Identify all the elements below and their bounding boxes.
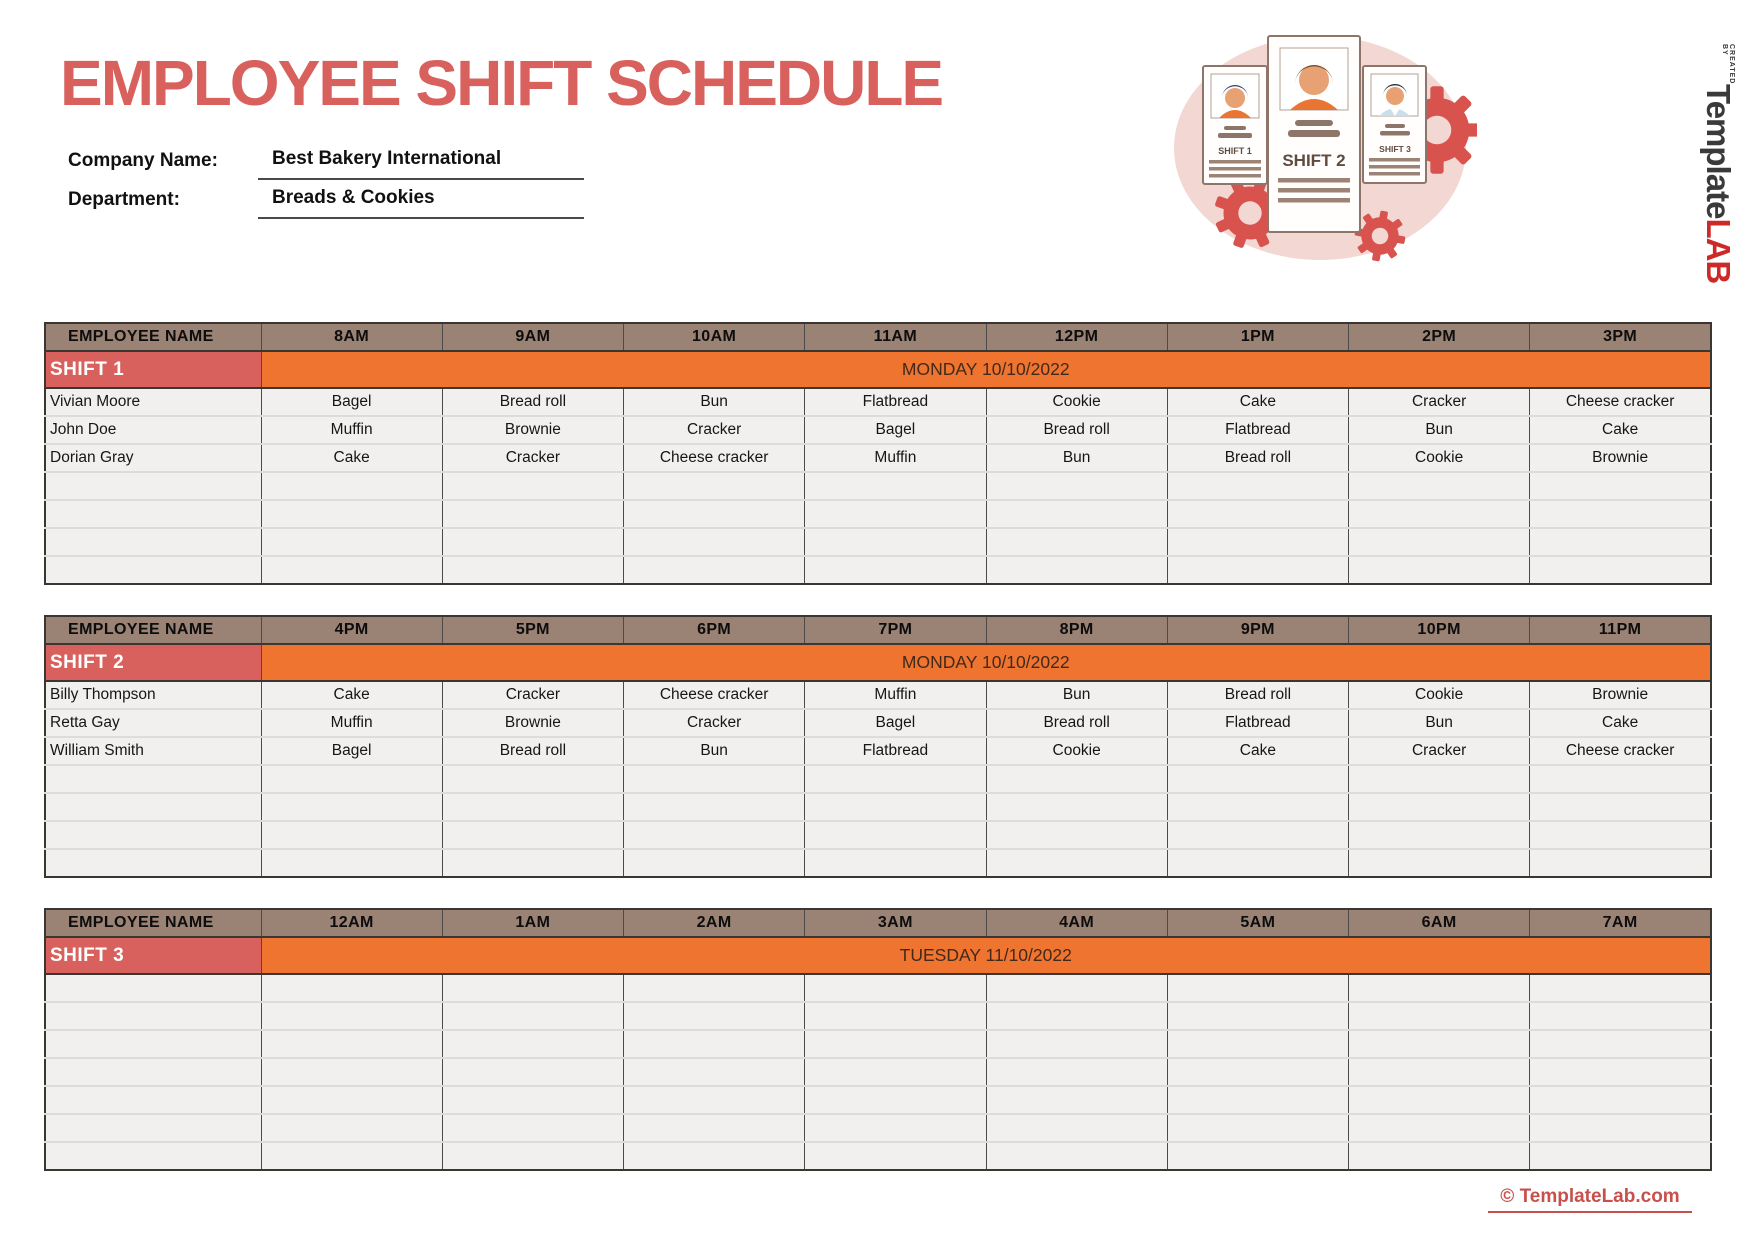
schedule-cell xyxy=(261,1030,442,1058)
employee-name-cell xyxy=(45,793,261,821)
employee-name-cell: Vivian Moore xyxy=(50,393,141,410)
time-column-header: 6PM xyxy=(624,616,805,644)
shift-banner-row xyxy=(45,937,1711,974)
schedule-cell xyxy=(261,1086,442,1114)
employee-name-cell xyxy=(45,765,261,793)
time-column-header: 9AM xyxy=(442,323,623,351)
empty-schedule-row xyxy=(45,974,1711,1002)
schedule-cell xyxy=(624,1058,805,1086)
schedule-cell xyxy=(624,974,805,1002)
schedule-cell: Cheese cracker xyxy=(624,681,805,709)
schedule-cell: Cookie xyxy=(1349,681,1530,709)
employee-name-cell xyxy=(45,1030,261,1058)
schedule-cell xyxy=(986,1142,1167,1170)
schedule-cell: Cheese cracker xyxy=(1530,737,1711,765)
schedule-cell xyxy=(442,1114,623,1142)
shift-cards-illustration xyxy=(1172,26,1477,268)
schedule-cell xyxy=(624,821,805,849)
schedule-cell xyxy=(986,1002,1167,1030)
schedule-cell: Cracker xyxy=(442,681,623,709)
schedule-cell: Cake xyxy=(261,444,442,472)
schedule-cell xyxy=(1349,821,1530,849)
employee-name-cell xyxy=(45,1058,261,1086)
schedule-cell xyxy=(1167,821,1348,849)
schedule-cell: Muffin xyxy=(805,681,986,709)
shift-label-cell: SHIFT 3 xyxy=(45,937,261,974)
time-column-header: 9PM xyxy=(1167,616,1348,644)
schedule-cell: Muffin xyxy=(261,416,442,444)
employee-name-cell xyxy=(45,528,261,556)
schedule-cell xyxy=(624,1030,805,1058)
schedule-cell: Cheese cracker xyxy=(624,444,805,472)
shift-3-schedule-table xyxy=(44,908,1712,1171)
schedule-cell xyxy=(261,1114,442,1142)
employee-name-cell: Billy Thompson xyxy=(50,686,156,703)
schedule-cell: Bread roll xyxy=(442,737,623,765)
time-column-header: 7PM xyxy=(805,616,986,644)
time-column-header: 12AM xyxy=(261,909,442,937)
shift-2-schedule-table xyxy=(44,615,1712,878)
schedule-cell xyxy=(442,974,623,1002)
schedule-cell xyxy=(1167,1002,1348,1030)
logo-lab-text: LAB xyxy=(1700,218,1737,284)
department-value: Breads & Cookies xyxy=(258,187,584,219)
schedule-row xyxy=(45,737,1711,765)
schedule-cell xyxy=(624,1142,805,1170)
time-column-header: 5AM xyxy=(1167,909,1348,937)
time-column-header: 2PM xyxy=(1349,323,1530,351)
schedule-cell xyxy=(805,500,986,528)
schedule-cell xyxy=(624,528,805,556)
schedule-cell xyxy=(261,556,442,584)
logo-template-text: Template xyxy=(1700,84,1737,219)
schedule-cell xyxy=(442,1058,623,1086)
schedule-cell xyxy=(1349,765,1530,793)
schedule-cell xyxy=(986,528,1167,556)
empty-schedule-row xyxy=(45,556,1711,584)
schedule-row xyxy=(45,709,1711,737)
empty-schedule-row xyxy=(45,821,1711,849)
schedule-cell xyxy=(805,1142,986,1170)
schedule-cell xyxy=(1530,1142,1711,1170)
schedule-cell: Bun xyxy=(1349,709,1530,737)
schedule-cell xyxy=(442,849,623,877)
employee-name-cell xyxy=(45,1002,261,1030)
schedule-cell xyxy=(1349,793,1530,821)
schedule-cell: Muffin xyxy=(805,444,986,472)
shift-card-2-label: SHIFT 2 xyxy=(1282,151,1346,170)
schedule-cell xyxy=(1167,500,1348,528)
time-column-header: 3AM xyxy=(805,909,986,937)
time-column-header: 1PM xyxy=(1167,323,1348,351)
schedule-cell xyxy=(986,821,1167,849)
schedule-cell xyxy=(442,1142,623,1170)
schedule-cell xyxy=(1349,1030,1530,1058)
schedule-cell xyxy=(1349,1142,1530,1170)
schedule-cell xyxy=(1530,793,1711,821)
schedule-cell: Flatbread xyxy=(1167,416,1348,444)
schedule-cell: Cracker xyxy=(1349,388,1530,416)
time-column-header: 10AM xyxy=(624,323,805,351)
employee-name-cell: Dorian Gray xyxy=(45,444,261,472)
schedule-cell xyxy=(624,765,805,793)
schedule-row xyxy=(45,444,1711,472)
schedule-cell xyxy=(1530,1002,1711,1030)
schedule-cell xyxy=(805,849,986,877)
schedule-cell xyxy=(986,849,1167,877)
schedule-cell xyxy=(986,793,1167,821)
schedule-cell: Bread roll xyxy=(986,709,1167,737)
table-header-row xyxy=(45,909,1711,937)
schedule-cell: Cookie xyxy=(986,388,1167,416)
company-name-row xyxy=(68,148,502,172)
schedule-cell xyxy=(1167,528,1348,556)
schedule-cell xyxy=(1530,765,1711,793)
shift-card-2 xyxy=(1268,36,1360,232)
schedule-cell xyxy=(805,1058,986,1086)
employee-name-header: EMPLOYEE NAME xyxy=(45,616,261,644)
schedule-cell: Cracker xyxy=(442,444,623,472)
schedule-cell: Cake xyxy=(1530,709,1711,737)
schedule-cell xyxy=(1167,1058,1348,1086)
shift-banner-row xyxy=(45,644,1711,681)
time-column-header: 4PM xyxy=(261,616,442,644)
schedule-cell xyxy=(1167,849,1348,877)
schedule-cell xyxy=(442,1086,623,1114)
schedule-cell xyxy=(1167,1142,1348,1170)
logo-created-by: CREATED BY xyxy=(1721,44,1735,85)
schedule-cell xyxy=(261,1058,442,1086)
company-name-label: Company Name: xyxy=(68,150,218,171)
schedule-cell xyxy=(1349,1002,1530,1030)
schedule-cell xyxy=(442,556,623,584)
schedule-cell xyxy=(1530,556,1711,584)
schedule-cell xyxy=(1167,765,1348,793)
time-column-header: 1AM xyxy=(442,909,623,937)
shift-label-cell: SHIFT 1 xyxy=(45,351,261,388)
schedule-cell xyxy=(261,974,442,1002)
schedule-cell xyxy=(261,500,442,528)
schedule-cell xyxy=(805,1086,986,1114)
schedule-cell xyxy=(986,556,1167,584)
schedule-cell xyxy=(1530,1086,1711,1114)
schedule-cell: Bun xyxy=(624,737,805,765)
schedule-cell xyxy=(1349,500,1530,528)
empty-schedule-row xyxy=(45,793,1711,821)
schedule-cell xyxy=(986,1114,1167,1142)
schedule-cell xyxy=(986,974,1167,1002)
schedule-cell xyxy=(1349,556,1530,584)
schedule-cell xyxy=(986,1058,1167,1086)
employee-name-cell xyxy=(45,1142,261,1170)
schedule-cell xyxy=(624,472,805,500)
schedule-cell xyxy=(1167,556,1348,584)
schedule-cell xyxy=(1349,1058,1530,1086)
schedule-cell xyxy=(624,500,805,528)
schedule-cell xyxy=(1530,528,1711,556)
schedule-cell: Bread roll xyxy=(1167,444,1348,472)
schedule-cell: Bread roll xyxy=(1167,681,1348,709)
schedule-cell: Bread roll xyxy=(442,388,623,416)
employee-name-header: EMPLOYEE NAME xyxy=(45,909,261,937)
schedule-cell xyxy=(442,472,623,500)
schedule-cell: Bun xyxy=(986,681,1167,709)
empty-schedule-row xyxy=(45,500,1711,528)
schedule-cell: Flatbread xyxy=(1167,709,1348,737)
schedule-cell xyxy=(986,500,1167,528)
employee-name-cell xyxy=(45,556,261,584)
schedule-cell xyxy=(1530,500,1711,528)
schedule-cell xyxy=(805,821,986,849)
schedule-cell xyxy=(1349,1086,1530,1114)
schedule-cell xyxy=(1530,974,1711,1002)
schedule-cell xyxy=(442,1030,623,1058)
employee-name-cell: John Doe xyxy=(45,416,261,444)
schedule-cell xyxy=(261,793,442,821)
shift-card-1 xyxy=(1203,66,1267,184)
schedule-cell xyxy=(805,528,986,556)
schedule-cell xyxy=(624,1114,805,1142)
schedule-row xyxy=(45,388,1711,416)
empty-schedule-row xyxy=(45,1058,1711,1086)
schedule-cell: Cake xyxy=(1530,416,1711,444)
empty-schedule-row xyxy=(45,1030,1711,1058)
shift-card-3-label: SHIFT 3 xyxy=(1379,144,1411,154)
schedule-cell xyxy=(442,528,623,556)
schedule-cell xyxy=(805,793,986,821)
empty-schedule-row xyxy=(45,1002,1711,1030)
schedule-cell xyxy=(1530,1114,1711,1142)
schedule-cell xyxy=(1530,1030,1711,1058)
schedule-cell: Cake xyxy=(261,681,442,709)
schedule-cell: Bagel xyxy=(261,388,442,416)
schedule-cell xyxy=(442,793,623,821)
schedule-cell: Brownie xyxy=(1530,681,1711,709)
schedule-cell xyxy=(261,472,442,500)
page-title: EMPLOYEE SHIFT SCHEDULE xyxy=(60,47,943,119)
schedule-cell xyxy=(624,1002,805,1030)
schedule-cell: Muffin xyxy=(261,709,442,737)
schedule-cell xyxy=(442,1002,623,1030)
empty-schedule-row xyxy=(45,1086,1711,1114)
schedule-cell: Bun xyxy=(624,388,805,416)
employee-name-cell: Retta Gay xyxy=(45,709,261,737)
schedule-cell: Cake xyxy=(1167,737,1348,765)
schedule-cell: Cracker xyxy=(1349,737,1530,765)
schedule-cell xyxy=(805,1002,986,1030)
schedule-cell xyxy=(1530,821,1711,849)
schedule-cell xyxy=(624,849,805,877)
schedule-cell: Cracker xyxy=(624,416,805,444)
shift-banner-row xyxy=(45,351,1711,388)
employee-name-header: EMPLOYEE NAME xyxy=(45,323,261,351)
schedule-cell xyxy=(805,1030,986,1058)
empty-schedule-row xyxy=(45,765,1711,793)
time-column-header: 7AM xyxy=(1530,909,1711,937)
time-column-header: 12PM xyxy=(986,323,1167,351)
schedule-cell xyxy=(1167,1030,1348,1058)
schedule-cell xyxy=(805,974,986,1002)
schedule-cell xyxy=(442,500,623,528)
employee-name-cell xyxy=(45,974,261,1002)
shift-day-cell: TUESDAY 11/10/2022 xyxy=(261,937,1711,974)
shift-2-table-container xyxy=(44,615,1710,878)
shift-card-1-label: SHIFT 1 xyxy=(1218,146,1252,156)
schedule-cell xyxy=(1349,528,1530,556)
schedule-cell: Bread roll xyxy=(986,416,1167,444)
schedule-cell: Cookie xyxy=(986,737,1167,765)
schedule-cell xyxy=(805,1114,986,1142)
company-name-value: Best Bakery International xyxy=(258,148,584,180)
empty-schedule-row xyxy=(45,1114,1711,1142)
shift-day-cell: MONDAY 10/10/2022 xyxy=(261,644,1711,681)
time-column-header: 4AM xyxy=(986,909,1167,937)
schedule-cell xyxy=(261,528,442,556)
schedule-cell: Brownie xyxy=(442,709,623,737)
employee-name-cell: William Smith xyxy=(45,737,261,765)
schedule-cell: Flatbread xyxy=(805,388,986,416)
time-column-header: 2AM xyxy=(624,909,805,937)
schedule-cell xyxy=(261,1142,442,1170)
schedule-cell xyxy=(261,765,442,793)
schedule-cell: Bagel xyxy=(805,416,986,444)
department-row xyxy=(68,187,435,211)
department-label: Department: xyxy=(68,189,180,210)
table-header-row xyxy=(45,616,1711,644)
schedule-cell xyxy=(986,1030,1167,1058)
shift-1-schedule-table xyxy=(44,322,1712,585)
shift-3-table-container xyxy=(44,908,1710,1171)
schedule-cell xyxy=(261,1002,442,1030)
time-column-header: 8PM xyxy=(986,616,1167,644)
empty-schedule-row xyxy=(45,472,1711,500)
schedule-cell xyxy=(1530,472,1711,500)
schedule-cell xyxy=(805,765,986,793)
schedule-cell: Brownie xyxy=(1530,444,1711,472)
time-column-header: 11PM xyxy=(1530,616,1711,644)
employee-name-cell xyxy=(45,1114,261,1142)
shift-card-3 xyxy=(1363,66,1426,183)
schedule-cell xyxy=(261,849,442,877)
schedule-cell: Bagel xyxy=(261,737,442,765)
schedule-cell xyxy=(442,821,623,849)
schedule-cell: Brownie xyxy=(442,416,623,444)
schedule-cell xyxy=(805,472,986,500)
schedule-cell: Bun xyxy=(1349,416,1530,444)
schedule-cell: Bun xyxy=(986,444,1167,472)
schedule-cell xyxy=(624,556,805,584)
schedule-cell xyxy=(1349,974,1530,1002)
schedule-cell xyxy=(624,793,805,821)
shift-day-cell: MONDAY 10/10/2022 xyxy=(261,351,1711,388)
templatelab-logo xyxy=(1700,30,1737,284)
schedule-cell xyxy=(261,821,442,849)
schedule-cell: Cheese cracker xyxy=(1530,388,1711,416)
schedule-row xyxy=(45,681,1711,709)
schedule-cell xyxy=(442,765,623,793)
shift-1-table-container xyxy=(44,322,1710,585)
schedule-cell xyxy=(1530,1058,1711,1086)
templatelab-footer-link[interactable]: © TemplateLab.com xyxy=(1488,1186,1692,1213)
time-column-header: 11AM xyxy=(805,323,986,351)
schedule-cell xyxy=(1167,472,1348,500)
schedule-row xyxy=(45,416,1711,444)
schedule-cell xyxy=(986,765,1167,793)
time-column-header: 3PM xyxy=(1530,323,1711,351)
schedule-cell xyxy=(1167,974,1348,1002)
schedule-cell: Bagel xyxy=(805,709,986,737)
schedule-cell xyxy=(1349,849,1530,877)
schedule-cell: Cake xyxy=(1167,388,1348,416)
schedule-cell xyxy=(805,556,986,584)
time-column-header: 8AM xyxy=(261,323,442,351)
shift-label-cell: SHIFT 2 xyxy=(45,644,261,681)
employee-name-cell xyxy=(45,472,261,500)
empty-schedule-row xyxy=(45,528,1711,556)
employee-name-cell xyxy=(45,500,261,528)
schedule-cell: Cracker xyxy=(624,709,805,737)
schedule-cell xyxy=(624,1086,805,1114)
schedule-cell xyxy=(1167,793,1348,821)
schedule-cell: Cookie xyxy=(1349,444,1530,472)
schedule-cell xyxy=(1167,1114,1348,1142)
time-column-header: 6AM xyxy=(1349,909,1530,937)
empty-schedule-row xyxy=(45,1142,1711,1170)
table-header-row xyxy=(45,323,1711,351)
schedule-cell xyxy=(1349,1114,1530,1142)
schedule-cell xyxy=(1349,472,1530,500)
schedule-cell xyxy=(986,1086,1167,1114)
schedule-cell xyxy=(986,472,1167,500)
employee-name-cell xyxy=(45,1086,261,1114)
empty-schedule-row xyxy=(45,849,1711,877)
employee-name-cell xyxy=(45,821,261,849)
employee-name-cell xyxy=(45,849,261,877)
schedule-cell xyxy=(1167,1086,1348,1114)
time-column-header: 10PM xyxy=(1349,616,1530,644)
schedule-cell xyxy=(1530,849,1711,877)
schedule-cell: Flatbread xyxy=(805,737,986,765)
time-column-header: 5PM xyxy=(442,616,623,644)
